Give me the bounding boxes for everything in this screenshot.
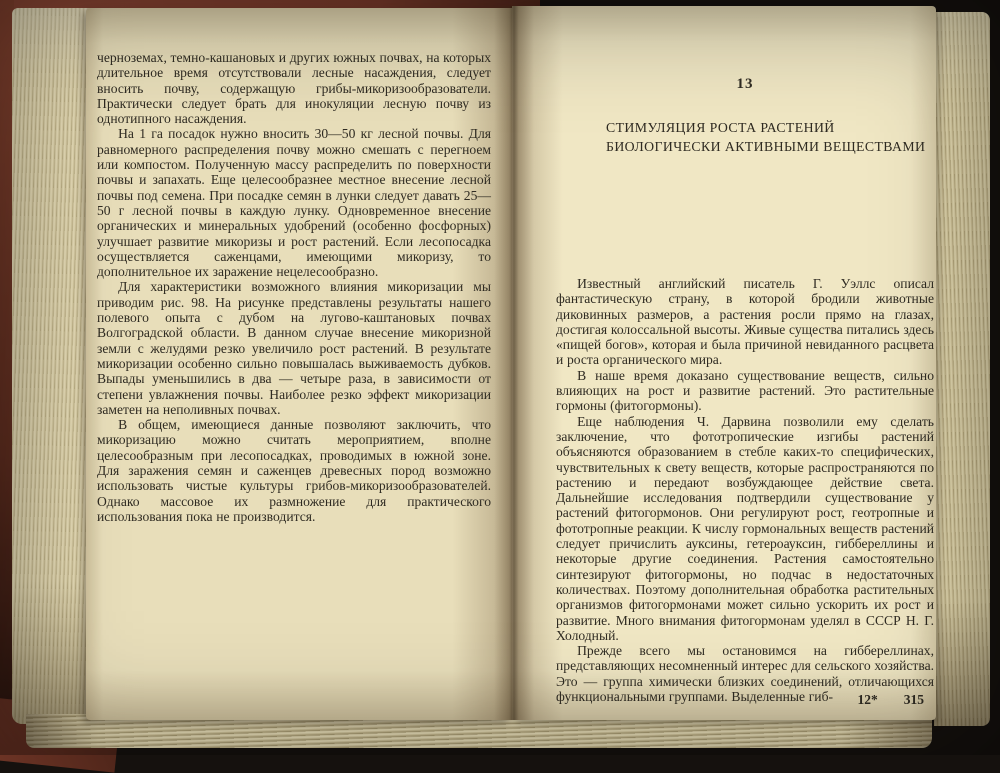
right-page-text-column — [556, 0, 934, 755]
left-page-text-column — [97, 50, 491, 524]
paragraph: Известный английский писатель Г. Уэллс описал фантастическую страну, в которой бродили животные диковинных размеров, а растения росли прямо на глазах, достигая колоссальной высоты. Живые существа питались здесь «пищей богов», которая и была причиной невиданного расцвета и роста органического мира. — [556, 276, 934, 368]
chapter-body-text — [556, 276, 934, 704]
chapter-title — [606, 118, 930, 156]
page-edge-stack-right — [934, 12, 990, 726]
chapter-number: 13 — [736, 76, 754, 92]
paragraph: Еще наблюдения Ч. Дарвина позволили ему сделать заключение, что фототропические изгибы растений объясняются образованием в стебле каких-то специфических, чувствительных к свету веществ, которые распространяются по растению и передают возбуждающее действие света. Дальнейшие исследования подтвердили существование у растений фитогормонов. Они регулируют рост, геотропные и фототропные реакции. К числу гормональных веществ растений следует причислить ауксины, гетероауксин, гиббереллины и некоторые другие соединения. Растения самостоятельно синтезируют фитогормоны, но подчас в недостаточных количествах. Поэтому дополнительная обработка растительных организмов фитогормонами может сильно ускорить их рост и развитие. Много внимания фитогормонам уделял в СССР Н. Г. Холодный. — [556, 413, 934, 643]
paragraph: На 1 га посадок нужно вносить 30—50 кг лесной почвы. Для равномерного распределения почву можно смешать с перегноем или компостом. Полученную массу распределить по поверхности почвы и запахать. Еще целесообразнее местное внесение лесной почвы под семена. При посадке семян в лунки следует давать 25—50 г лесной почвы в каждую лунку. Одновременное внесение органических и минеральных удобрений (особенно фосфорных) улучшает развитие микоризы и рост растений. Если лесопосадка осуществляется саженцами, имеющими микоризу, то дополнительное их заражение нецелесообразно. — [97, 126, 491, 280]
signature-mark: 12* — [857, 692, 878, 707]
paragraph: В наше время доказано существование веществ, сильно влияющих на рост и развитие растений. Это растительные гормоны (фитогормоны). — [556, 367, 934, 414]
page-footer — [556, 692, 934, 708]
paragraph: черноземах, темно-кашановых и других южных почвах, на которых длительное время отсутствовали лесные насаждения, следует вносить почву, содержащую грибы-микоризообразователи. Практически следует брать для инокуляции лесную почву из однотипного насаждения. — [97, 50, 491, 127]
page-edge-stack-left — [12, 8, 92, 724]
paragraph: В общем, имеющиеся данные позволяют заключить, что микоризацию можно считать мероприятием, вполне целесообразным при лесопосадках, проводимых в южной зоне. Для заражения семян и саженцев древесных пород возможно использовать чистые культуры грибов-микоризообразователей. Однако массовое их размножение для практического использования пока не производится. — [97, 417, 491, 524]
chapter-title-line-1: СТИМУЛЯЦИЯ РОСТА РАСТЕНИЙ — [606, 120, 835, 135]
paragraph: Для характеристики возможного влияния микоризации мы приводим рис. 98. На рисунке представлены результаты нашего полевого опыта с дубом на лугово-каштановых почвах Волгоградской области. В данном случае внесение микоризной земли с желудями резко увеличило рост растений. В результате микоризации особенно сильно повышалась выживаемость дубков. Выпады уменьшились в два — четыре раза, в зависимости от степени увлажнения почвы. Наиболее резко эффект микоризации заметен на неполивных почвах. — [97, 279, 491, 417]
chapter-title-line-2: БИОЛОГИЧЕСКИ АКТИВНЫМИ ВЕЩЕСТВАМИ — [606, 139, 926, 154]
paragraph: Прежде всего мы остановимся на гиббереллинах, представляющих несомненный интерес для сельского хозяйства. Это — группа химически близких соединений, отличающихся функциональными группами. Выделенные гиб- — [556, 643, 934, 705]
page-number: 315 — [903, 692, 924, 707]
